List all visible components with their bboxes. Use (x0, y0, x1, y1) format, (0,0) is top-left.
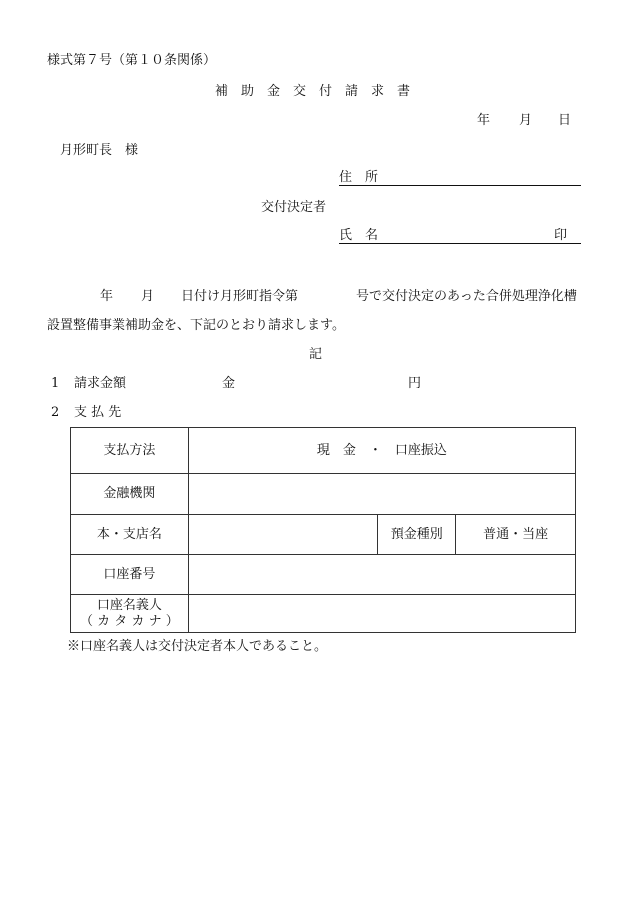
ki-heading: 記 (309, 347, 323, 362)
bank-field[interactable] (188, 474, 575, 515)
seal-mark: 印 (553, 228, 567, 243)
body-text-part1: 日付け月形町指令第 (181, 289, 299, 304)
body-year: 年 (100, 289, 114, 304)
branch-field[interactable] (188, 515, 378, 555)
body-month: 月 (141, 289, 155, 304)
deposit-type-label: 預金種別 (378, 515, 456, 555)
branch-label: 本・支店名 (71, 515, 189, 555)
account-holder-field[interactable] (188, 595, 575, 633)
item2-number: 2 (51, 405, 60, 420)
deposit-type-value: 普通・当座 (456, 515, 576, 555)
table-row (71, 595, 576, 633)
account-holder-label (71, 595, 189, 633)
item1-number: 1 (51, 376, 60, 391)
item1-kin: 金 (222, 376, 236, 391)
body-text-part2: 号で交付決定のあった合併処理浄化槽 (356, 289, 577, 304)
body-text-line2: 設置整備事業補助金を、下記のとおり請求します。 (47, 318, 345, 333)
address-label: 住 所 (339, 170, 379, 185)
form-id: 様式第７号（第１０条関係） (47, 53, 217, 68)
document-title: 補 助 金 交 付 請 求 書 (215, 84, 411, 99)
item1-yen: 円 (408, 376, 422, 391)
payment-table (70, 427, 576, 633)
table-row (71, 555, 576, 595)
payment-method-label: 支払方法 (71, 428, 189, 474)
account-holder-label-line2: （ カ タ カ ナ ） (80, 613, 179, 629)
item1-label: 請求金額 (74, 376, 127, 391)
item2-label: 支 払 先 (74, 405, 122, 420)
date-year: 年 (477, 113, 491, 128)
date-month: 月 (519, 113, 533, 128)
bank-label: 金融機関 (71, 474, 189, 515)
footnote: ※口座名義人は交付決定者本人であること。 (67, 639, 328, 654)
name-line (339, 228, 581, 244)
applicant-role: 交付決定者 (261, 200, 327, 215)
account-number-field[interactable] (188, 555, 575, 595)
addressee: 月形町長 様 (60, 143, 139, 158)
table-row (71, 474, 576, 515)
address-line (339, 170, 581, 186)
date-day: 日 (558, 113, 572, 128)
table-row (71, 515, 576, 555)
account-number-label: 口座番号 (71, 555, 189, 595)
name-label: 氏 名 (339, 228, 379, 243)
payment-method-value: 現 金 ・ 口座振込 (188, 428, 575, 474)
account-holder-label-line1: 口座名義人 (96, 597, 162, 613)
table-row (71, 428, 576, 474)
